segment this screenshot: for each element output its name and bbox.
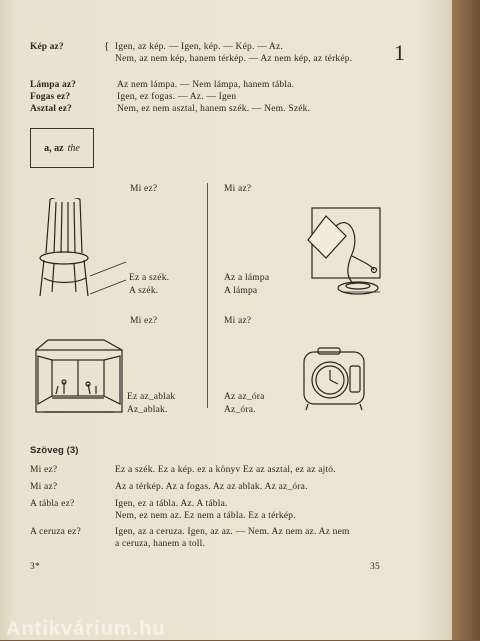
page-edge (452, 0, 480, 640)
question-1: Kép az? (30, 42, 64, 52)
page-number: 35 (370, 562, 380, 572)
chair-question: Mi ez? (130, 184, 158, 194)
szoveg-answer-1: Ez a szék. Ez a kép. ez a könyv Ez az asztal, ez az ajtó. (115, 465, 336, 475)
window-answer-2: Az_ablak. (127, 405, 168, 415)
szoveg-question-1: Mi ez? (30, 465, 58, 475)
szoveg-answer-4: Nem, ez nem az. Ez nem a tábla. Ez a térkép. (115, 511, 296, 521)
window-answer-1: Ez az_ablak (127, 392, 176, 402)
window-illustration (34, 338, 126, 416)
szoveg-question-2: Mi az? (30, 482, 58, 492)
article-label-en: the (67, 142, 80, 154)
szoveg-question-5: A ceruza ez? (30, 527, 81, 537)
watermark: Antikvárium.hu (6, 618, 166, 640)
szoveg-answer-6: a ceruza, hanem a toll. (115, 539, 206, 549)
lamp-answer-2: A lámpa (224, 286, 258, 296)
chair-answer-2: A szék. (129, 286, 159, 296)
clock-answer-2: Az_óra. (224, 405, 256, 415)
answer-4: Nem, ez nem asztal, hanem szék. — Nem. Szék. (117, 104, 311, 114)
page-marker: 1 (394, 40, 405, 65)
answer-1a: Igen, az kép. — Igen, kép. — Kép. — Az. (115, 42, 283, 52)
article-box (30, 128, 94, 168)
article-label: a, az (44, 142, 64, 154)
chair-illustration (30, 198, 132, 300)
answer-3: Igen, ez fogas. — Az. — Igen (117, 92, 237, 102)
section-heading: Szöveg (3) (30, 445, 79, 456)
szoveg-question-3: A tábla ez? (30, 499, 75, 509)
answer-2: Az nem lámpa. — Nem lámpa, hanem tábla. (117, 80, 295, 90)
lamp-illustration (302, 206, 384, 298)
footer-signature: 3* (30, 562, 40, 572)
chair-answer-1: Ez a szék. (129, 273, 170, 283)
question-3: Fogas ez? (30, 92, 71, 102)
column-divider (207, 183, 208, 408)
answer-1b: Nem, az nem kép, hanem térkép. — Az nem kép, az térkép. (115, 54, 353, 64)
clock-answer-1: Az az_óra (224, 392, 265, 402)
szoveg-answer-5: Igen, az a ceruza. Igen, az az. — Nem. Az nem az. Az nem (115, 527, 350, 537)
clock-question: Mi az? (224, 316, 252, 326)
szoveg-answer-3: Igen, ez a tábla. Az. A tábla. (115, 499, 228, 509)
question-4: Asztal ez? (30, 104, 72, 114)
lamp-question: Mi az? (224, 184, 252, 194)
szoveg-answer-2: Az a térkép. Az a fogas. Az az ablak. Az az_óra. (115, 482, 308, 492)
window-question: Mi ez? (130, 316, 158, 326)
brace: { (104, 40, 110, 52)
question-2: Lámpa az? (30, 80, 77, 90)
lamp-answer-1: Az a lámpa (224, 273, 270, 283)
clock-illustration (300, 346, 370, 412)
